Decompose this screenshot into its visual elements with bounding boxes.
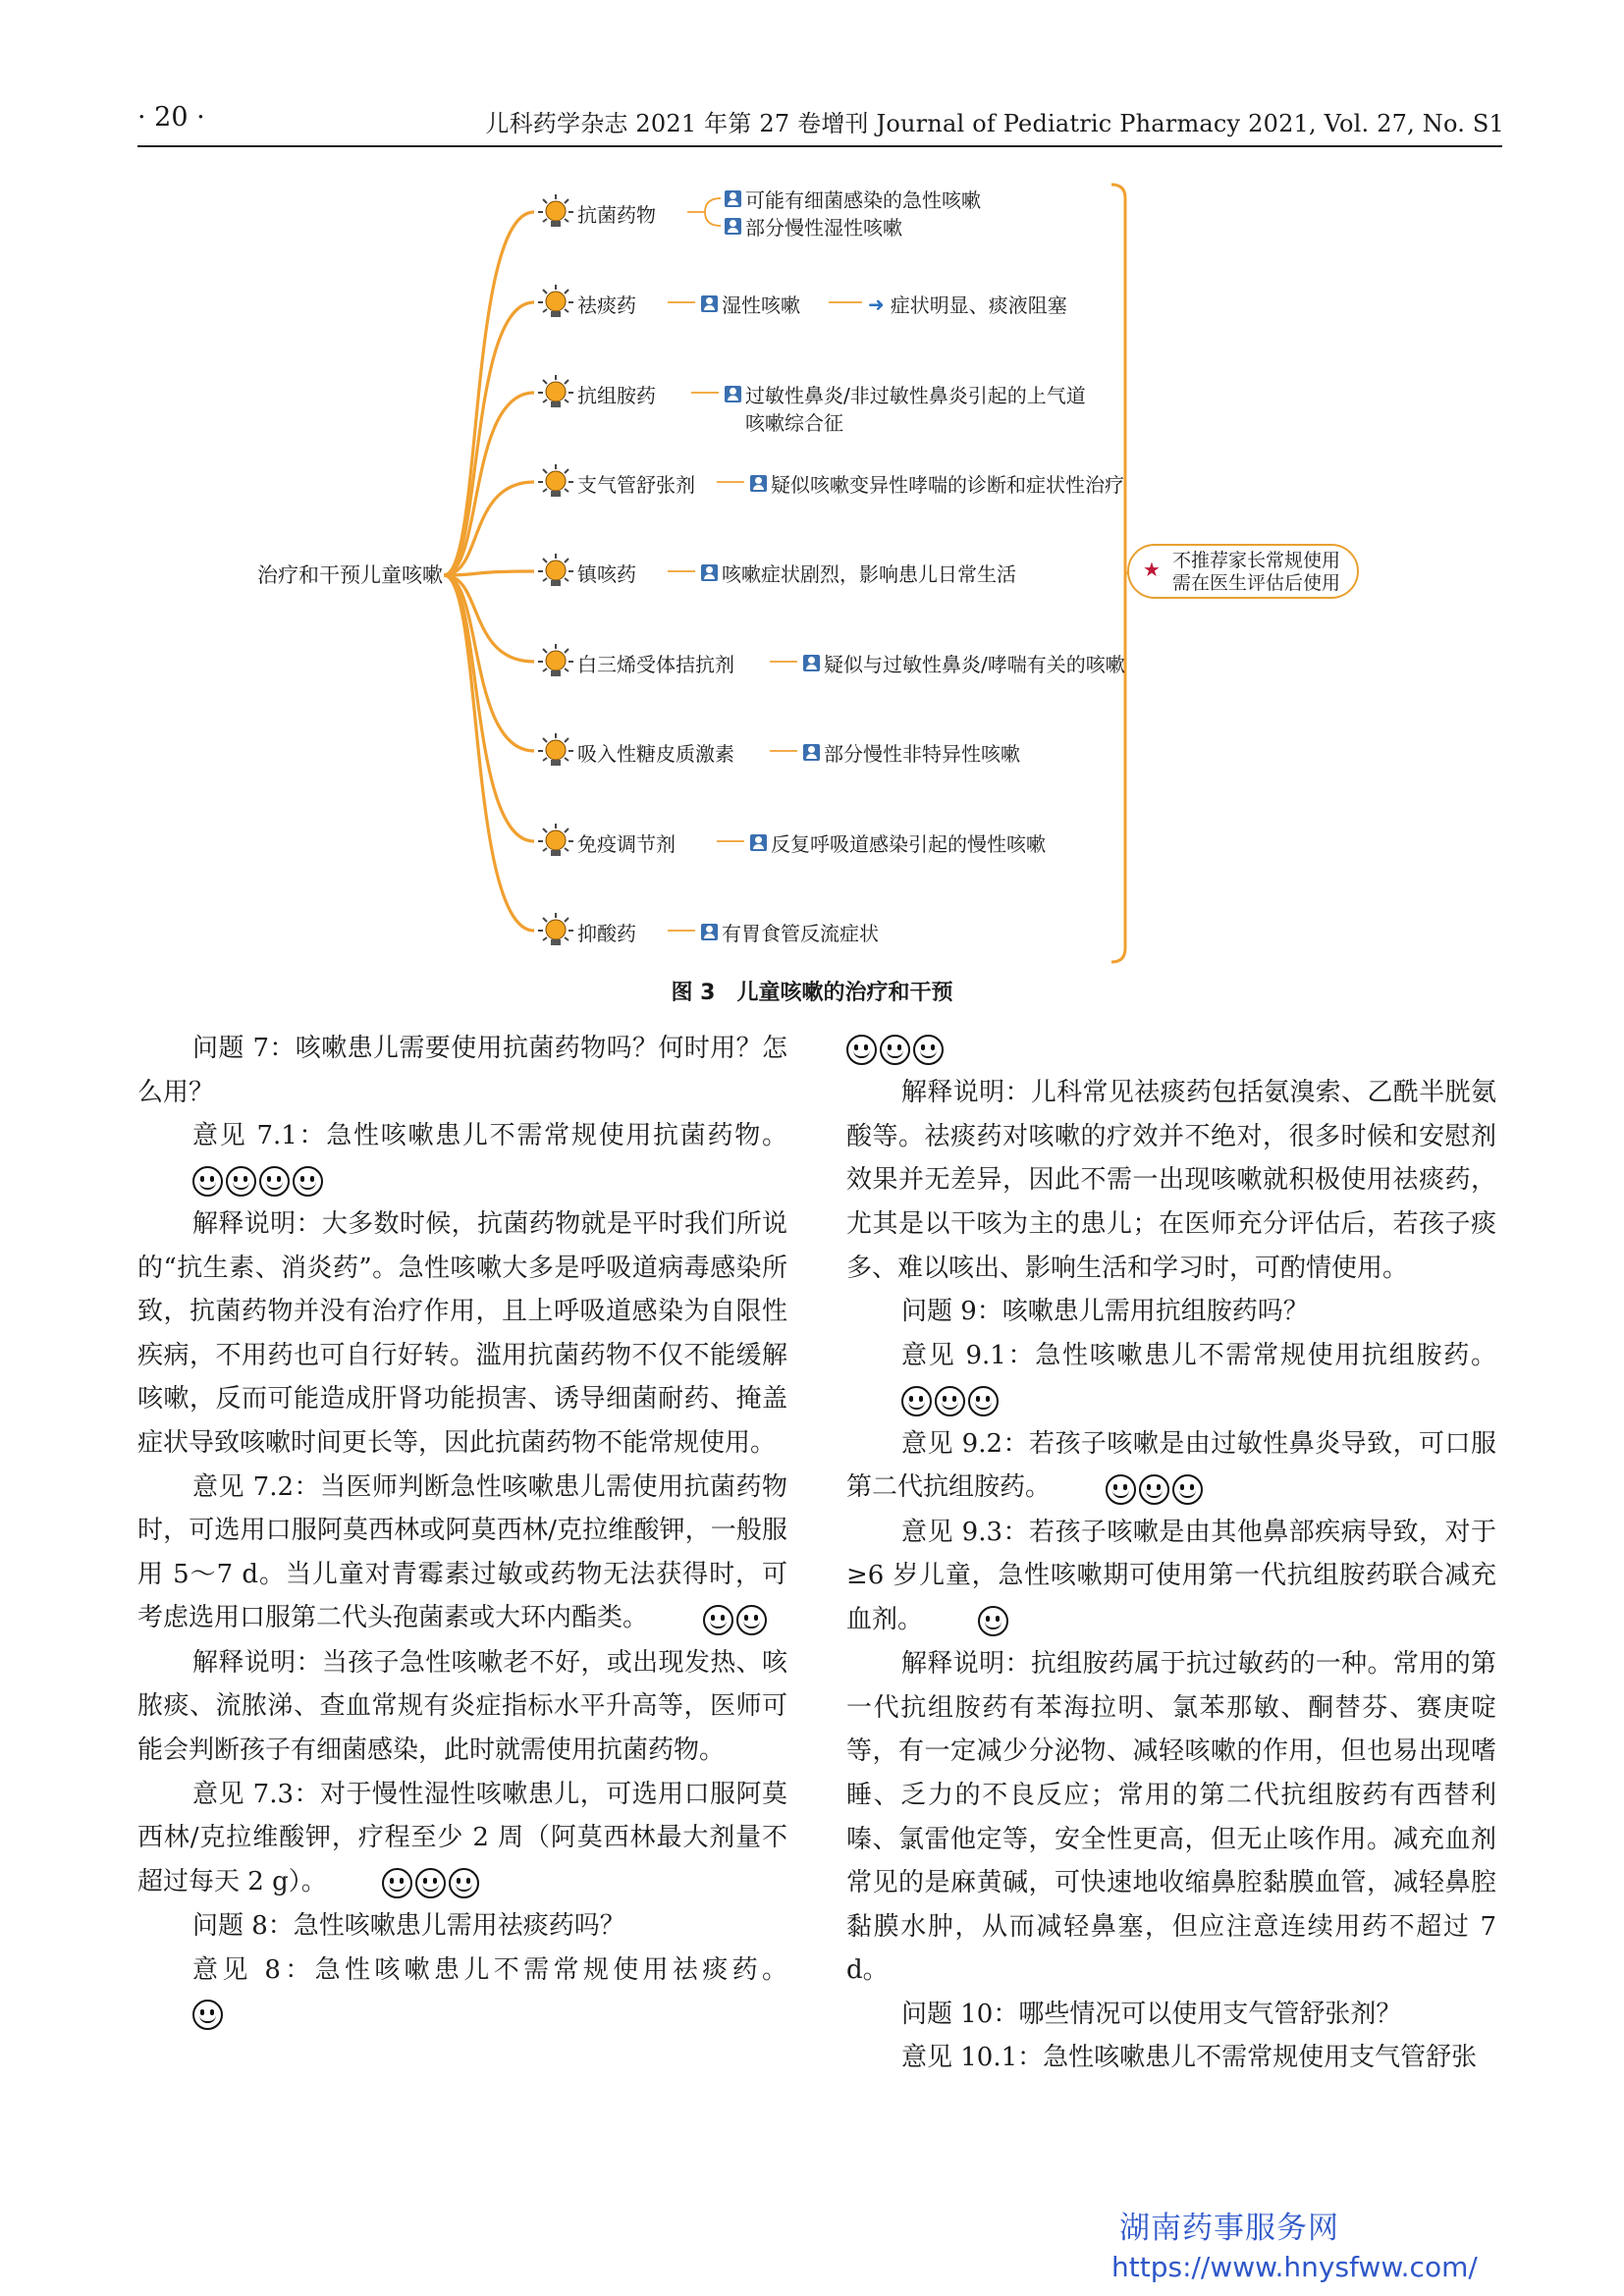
recommendation-rating xyxy=(137,1993,226,2037)
smiley-icon xyxy=(415,1868,446,1898)
paragraph: 解释说明：儿科常见祛痰药包括氨溴索、乙酰半胱氨酸等。祛痰药对咳嗽的疗效并不绝对，很多时候和安慰剂效果并无差异，因此不需一出现咳嗽就积极使用祛痰药，尤其是以干咳为主的患儿；在医师充分评估后，若孩子痰多、难以咳出、影响生活和学习时，可酌情使用。 xyxy=(846,1078,1496,1283)
branch-item: 湿性咳嗽 xyxy=(701,290,800,318)
recommendation-rating xyxy=(648,1597,770,1641)
arrow-right-icon: ➜ xyxy=(868,292,885,316)
smiley-icon xyxy=(1139,1474,1169,1505)
person-icon xyxy=(725,386,741,402)
recommendation-rating xyxy=(327,1860,482,1904)
branch-item: 部分慢性湿性咳嗽 xyxy=(725,212,902,240)
note-line-2: 需在医生评估后使用 xyxy=(1172,572,1341,594)
person-icon xyxy=(701,924,718,940)
paragraph: 问题 9：咳嗽患儿需用抗组胺药吗？ xyxy=(901,1297,1309,1327)
branch-label: 抑酸药 xyxy=(577,922,636,945)
branch-item: 过敏性鼻炎/非过敏性鼻炎引起的上气道 xyxy=(725,380,1086,408)
watermark-title: 湖南药事服务网 xyxy=(1119,2211,1339,2246)
right-column xyxy=(846,1027,1496,2080)
smiley-icon xyxy=(192,1166,223,1197)
smiley-icon xyxy=(382,1868,412,1898)
branch-item: 疑似咳嗽变异性哮喘的诊断和症状性治疗 xyxy=(750,469,1124,498)
branch-curve xyxy=(444,575,534,841)
usage-note xyxy=(1127,544,1359,599)
smiley-icon xyxy=(703,1605,733,1635)
branch-label: 白三烯受体拮抗剂 xyxy=(577,653,734,676)
lightbulb-icon xyxy=(538,644,573,676)
smiley-icon xyxy=(901,1386,932,1416)
branch-curve xyxy=(444,575,534,751)
smiley-icon xyxy=(1106,1474,1136,1505)
recommendation-rating xyxy=(846,1028,947,1072)
person-icon xyxy=(803,655,820,671)
smiley-icon xyxy=(935,1386,965,1416)
branch-label: 吸入性糖皮质激素 xyxy=(577,742,734,766)
smiley-icon xyxy=(968,1386,999,1416)
smiley-icon xyxy=(449,1868,479,1898)
branch-label: 免疫调节剂 xyxy=(577,832,676,856)
paragraph: 意见 7.1：急性咳嗽患儿不需常规使用抗菌药物。 xyxy=(137,1114,787,1202)
branch-label: 抗组胺药 xyxy=(577,384,656,407)
left-column xyxy=(137,1027,787,2036)
smiley-icon xyxy=(1172,1474,1203,1505)
branch-curve xyxy=(444,575,534,931)
paragraph: 问题 7：咳嗽患儿需要使用抗菌药物吗？何时用？怎么用？ xyxy=(137,1034,787,1107)
branch-item-continuation: 咳嗽综合征 xyxy=(745,411,843,435)
lightbulb-icon xyxy=(538,464,573,497)
smiley-icon xyxy=(293,1166,323,1197)
recommendation-rating xyxy=(923,1599,1011,1643)
branch-item-detail: ➜ 症状明显、痰液阻塞 xyxy=(868,292,1067,317)
lightbulb-icon xyxy=(538,554,573,586)
smiley-icon xyxy=(880,1035,910,1065)
branch-label: 镇咳药 xyxy=(577,562,636,586)
lightbulb-icon xyxy=(538,913,573,945)
recommendation-rating xyxy=(846,1378,1001,1422)
paragraph: 问题 8：急性咳嗽患儿需用祛痰药吗？ xyxy=(192,1910,625,1941)
mindmap-root: 治疗和干预儿童咳嗽 xyxy=(257,563,443,587)
branch-curve xyxy=(444,212,534,575)
paragraph: 解释说明：抗组胺药属于抗过敏药的一种。常用的第一代抗组胺药有苯海拉明、氯苯那敏、酮替芬、赛庚啶等，有一定减少分泌物、减轻咳嗽的作用，但也易出现嗜睡、乏力的不良反应；常用的第二代抗组胺药有西替利嗪、氯雷他定等，安全性更高，但无止咳作用。减充血剂常见的是麻黄碱，可快速地收缩鼻腔黏膜血管，减轻鼻腔黏膜水肿，从而减轻鼻塞，但应注意连续用药不超过 7 d。 xyxy=(846,1649,1496,1986)
person-icon xyxy=(725,218,741,235)
smiley-icon xyxy=(978,1606,1008,1636)
person-icon xyxy=(750,834,767,851)
branch-label: 祛痰药 xyxy=(577,294,636,317)
branch-item: 疑似与过敏性鼻炎/哮喘有关的咳嗽 xyxy=(803,649,1125,677)
paragraph: 意见 10.1：急性咳嗽患儿不需常规使用支气管舒张 xyxy=(901,2043,1478,2073)
smiley-icon xyxy=(913,1035,944,1065)
branch-item: 部分慢性非特异性咳嗽 xyxy=(803,738,1020,767)
lightbulb-icon xyxy=(538,824,573,856)
smiley-icon xyxy=(226,1166,256,1197)
note-line-1: 不推荐家长常规使用 xyxy=(1172,550,1341,571)
person-icon xyxy=(725,190,741,207)
branch-item: 可能有细菌感染的急性咳嗽 xyxy=(725,185,981,213)
branch-label: 抗菌药物 xyxy=(577,203,656,227)
paragraph: 解释说明：当孩子急性咳嗽老不好，或出现发热、咳脓痰、流脓涕、查血常规有炎症指标水平升高等，医师可能会判断孩子有细菌感染，此时就需使用抗菌药物。 xyxy=(137,1647,787,1765)
lightbulb-icon xyxy=(538,733,573,766)
paragraph: 意见 7.2：当医师判断急性咳嗽患儿需使用抗菌药物时，可选用口服阿莫西林或阿莫西林/克拉维酸钾，一般服用 5～7 d。当儿童对青霉素过敏或药物无法获得时，可考虑选用口服第二代头孢菌素或大环内酯类。 xyxy=(137,1466,787,1641)
watermark xyxy=(1111,2209,1478,2287)
lightbulb-icon xyxy=(538,285,573,317)
paragraph xyxy=(846,1027,1496,1071)
paragraph: 意见 7.3：对于慢性湿性咳嗽患儿，可选用口服阿莫西林/克拉维酸钾，疗程至少 2 周（阿莫西林最大剂量不超过每天 2 g）。 xyxy=(137,1773,787,1904)
paragraph: 意见 9.3：若孩子咳嗽是由其他鼻部疾病导致，对于≥6 岁儿童，急性咳嗽期可使用第一代抗组胺药联合减充血剂。 xyxy=(846,1511,1496,1642)
paragraph: 意见 9.2：若孩子咳嗽是由过敏性鼻炎导致，可口服第二代抗组胺药。 xyxy=(846,1422,1496,1511)
person-icon xyxy=(750,475,767,492)
watermark-url: https://www.hnysfww.com/ xyxy=(1111,2251,1478,2283)
smiley-icon xyxy=(192,2000,223,2030)
paragraph: 意见 8：急性咳嗽患儿不需常规使用祛痰药。 xyxy=(137,1949,787,2037)
smiley-icon xyxy=(736,1605,767,1635)
summary-bracket xyxy=(1111,185,1125,962)
lightbulb-icon xyxy=(538,375,573,407)
lightbulb-icon xyxy=(538,194,573,227)
recommendation-rating xyxy=(137,1158,326,1202)
branch-item: 有胃食管反流症状 xyxy=(701,918,879,946)
figure-caption: 图 3 儿童咳嗽的治疗和干预 xyxy=(671,981,953,1005)
person-icon xyxy=(701,564,718,581)
person-icon xyxy=(803,744,820,761)
page-number: · 20 · xyxy=(137,102,205,133)
branch-item: 咳嗽症状剧烈，影响患儿日常生活 xyxy=(701,559,1016,587)
person-icon xyxy=(701,295,718,312)
running-head: 儿科药学杂志 2021 年第 27 卷增刊 Journal of Pediatric Pharmacy 2021, Vol. 27, No. S1 xyxy=(485,110,1504,137)
recommendation-rating xyxy=(1051,1467,1206,1511)
paragraph: 意见 9.1：急性咳嗽患儿不需常规使用抗组胺药。 xyxy=(846,1334,1496,1422)
paragraph: 问题 10：哪些情况可以使用支气管舒张剂？ xyxy=(901,1999,1402,2029)
star-icon: ★ xyxy=(1143,558,1161,581)
smiley-icon xyxy=(259,1166,290,1197)
branch-item: 反复呼吸道感染引起的慢性咳嗽 xyxy=(750,828,1046,857)
leaf-connector xyxy=(687,198,721,226)
smiley-icon xyxy=(846,1035,877,1065)
branch-label: 支气管舒张剂 xyxy=(577,473,695,497)
paragraph: 解释说明：大多数时候，抗菌药物就是平时我们所说的“抗生素、消炎药”。急性咳嗽大多是呼吸道病毒感染所致，抗菌药物并没有治疗作用，且上呼吸道感染为自限性疾病，不用药也可自行好转。滥用抗菌药物不仅不能缓解咳嗽，反而可能造成肝肾功能损害、诱导细菌耐药、掩盖症状导致咳嗽时间更长等，因此抗菌药物不能常规使用。 xyxy=(137,1209,787,1459)
